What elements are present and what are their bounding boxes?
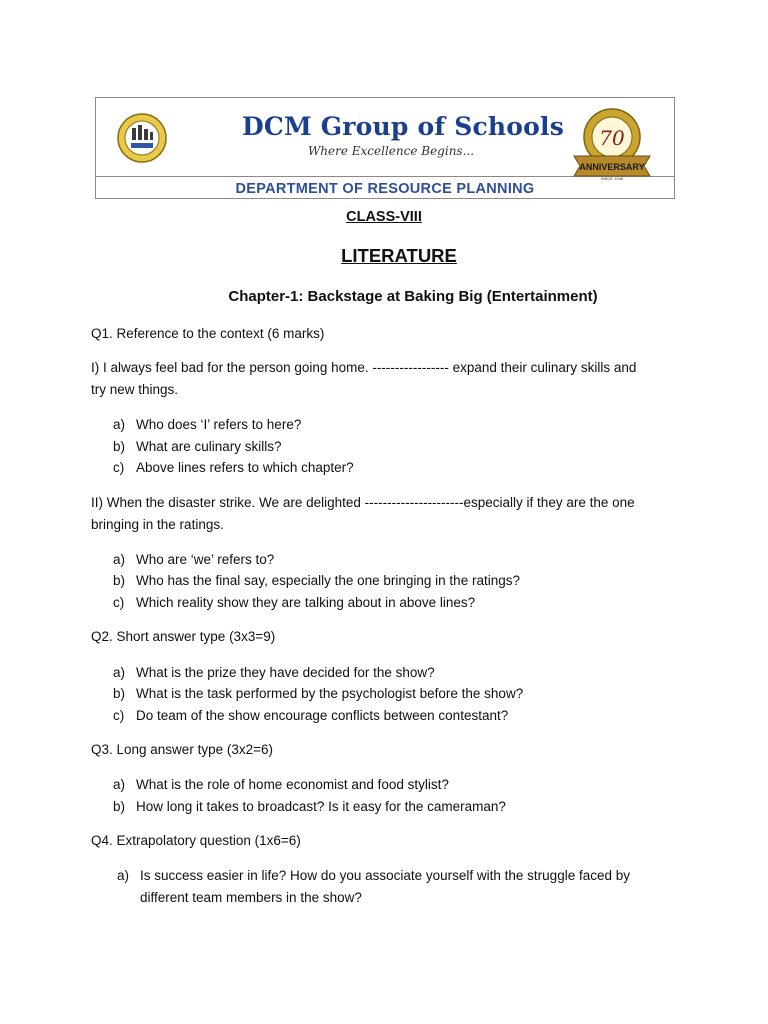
anniversary-banner: ANNIVERSARY	[579, 162, 645, 172]
anniversary-since: SINCE 1946	[600, 176, 624, 180]
list-item-text: Is success easier in life? How do you associate yourself with the struggle faced by	[140, 868, 630, 883]
q3-title: Q3. Long answer type (3x2=6)	[91, 742, 273, 757]
list-item	[113, 570, 673, 592]
list-marker: c)	[113, 460, 125, 475]
list-item-text: Who has the final say, especially the one bringing in the ratings?	[136, 573, 520, 588]
department-name: DEPARTMENT OF RESOURCE PLANNING	[235, 181, 535, 197]
q1-passage2-line2: bringing in the ratings.	[91, 517, 224, 532]
list-item	[113, 414, 673, 436]
list-marker: b)	[113, 686, 126, 701]
q4-title: Q4. Extrapolatory question (1x6=6)	[91, 833, 301, 848]
list-item-text: Above lines refers to which chapter?	[136, 460, 354, 475]
list-marker: a)	[113, 665, 126, 680]
list-marker: c)	[113, 708, 125, 723]
list-item-text: What are culinary skills?	[136, 439, 282, 454]
q1-passage2-line1: II) When the disaster strike. We are delighted ----------------------especially if they are the one	[91, 495, 635, 510]
school-emblem-icon	[116, 112, 168, 164]
list-item-text: Which reality show they are talking about in above lines?	[136, 595, 476, 610]
list-marker: a)	[117, 868, 130, 883]
q1-title: Q1. Reference to the context (6 marks)	[91, 326, 325, 341]
list-item-text: What is the role of home economist and food stylist?	[136, 777, 449, 792]
list-marker: b)	[113, 439, 126, 454]
subject-heading: LITERATURE	[341, 245, 457, 266]
letterhead	[95, 97, 675, 199]
school-name: DCM Group of Schools	[242, 112, 565, 141]
list-item-text: What is the prize they have decided for the show?	[136, 665, 435, 680]
list-item	[113, 774, 673, 796]
q2-title: Q2. Short answer type (3x3=9)	[91, 629, 276, 644]
list-item	[117, 865, 647, 887]
school-tagline: Where Excellence Begins...	[307, 144, 475, 158]
class-heading: CLASS-VIII	[346, 209, 422, 225]
q1-passage1-line1: I) I always feel bad for the person going home. ----------------- expand their culinary skills and	[91, 360, 637, 375]
chapter-heading: Chapter-1: Backstage at Baking Big (Entertainment)	[228, 288, 598, 305]
list-marker: c)	[113, 595, 125, 610]
list-marker: b)	[113, 799, 126, 814]
list-marker: b)	[113, 573, 126, 588]
list-item-text: How long it takes to broadcast? Is it easy for the cameraman?	[136, 799, 506, 814]
anniversary-seal-icon	[570, 104, 654, 180]
list-item	[113, 662, 673, 684]
anniversary-number: 70	[599, 126, 625, 150]
list-item	[113, 549, 673, 571]
list-item	[113, 457, 673, 479]
list-item	[113, 592, 673, 614]
list-item	[113, 705, 673, 727]
list-item	[113, 683, 673, 705]
list-marker: a)	[113, 417, 126, 432]
list-item	[113, 796, 673, 818]
list-item-text: Who are ‘we’ refers to?	[136, 552, 275, 567]
list-item	[113, 436, 673, 458]
list-item-text: Do team of the show encourage conflicts between contestant?	[136, 708, 509, 723]
list-item-continuation: different team members in the show?	[140, 890, 362, 905]
q1-passage1-line2: try new things.	[91, 382, 179, 397]
list-marker: a)	[113, 777, 126, 792]
list-marker: a)	[113, 552, 126, 567]
list-item-text: Who does ‘I’ refers to here?	[136, 417, 302, 432]
list-item-text: What is the task performed by the psychologist before the show?	[136, 686, 524, 701]
